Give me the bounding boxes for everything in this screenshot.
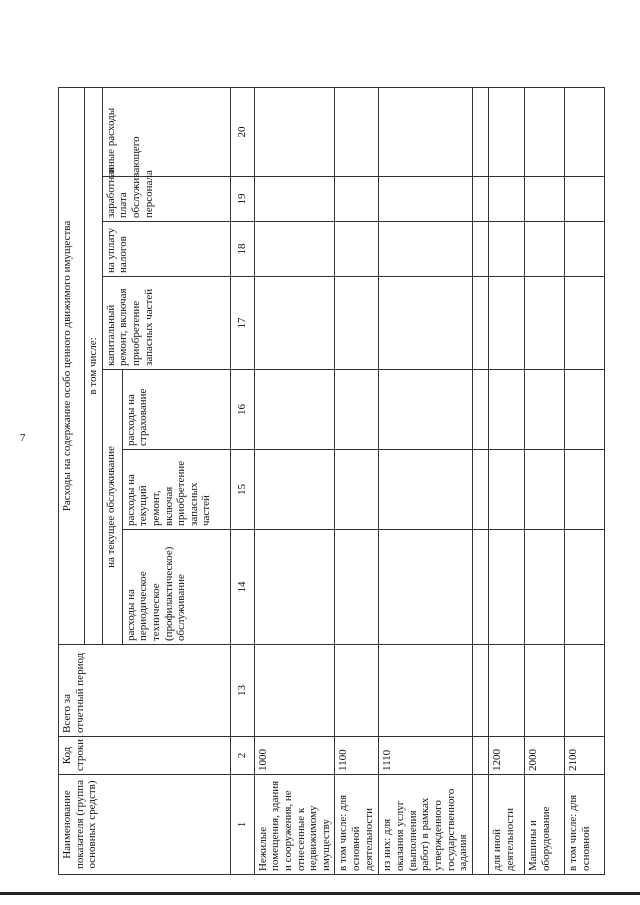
- value-cell: [254, 370, 335, 450]
- value-cell: [254, 222, 335, 277]
- value-cell: [488, 87, 524, 176]
- header-c14: расходы на периодическое техническое (профилактическое) обслуживание: [122, 530, 230, 645]
- header-name: Наименование показателя (группа основных средств): [59, 775, 231, 875]
- table-row: [524, 87, 564, 874]
- row-code: 1100: [335, 737, 379, 775]
- col-number: 20: [230, 87, 254, 176]
- value-cell: [472, 177, 488, 222]
- value-cell: [488, 645, 524, 737]
- value-cell: [472, 87, 488, 176]
- value-cell: [254, 645, 335, 737]
- col-number: 14: [230, 530, 254, 645]
- value-cell: [379, 277, 472, 370]
- header-total: Всего за отчетный период: [59, 645, 231, 737]
- value-cell: [379, 450, 472, 530]
- col-number: 19: [230, 177, 254, 222]
- row-name: Нежилые помещения, здания и сооружения, не отнесенные к недвижимому имуществу: [254, 775, 335, 875]
- row-code: 1000: [254, 737, 335, 775]
- header-group: Расходы на содержание особо ценного движимого имущества: [59, 87, 85, 644]
- value-cell: [564, 450, 604, 530]
- table-row: [472, 87, 488, 874]
- value-cell: [254, 530, 335, 645]
- value-cell: [524, 277, 564, 370]
- row-name: для иной деятельности: [488, 775, 524, 875]
- header-row-1: [59, 87, 85, 874]
- col-number: 13: [230, 645, 254, 737]
- value-cell: [472, 277, 488, 370]
- value-cell: [524, 370, 564, 450]
- value-cell: [488, 222, 524, 277]
- header-code: Код строки: [59, 737, 231, 775]
- value-cell: [472, 450, 488, 530]
- value-cell: [379, 530, 472, 645]
- table-row: [254, 87, 335, 874]
- value-cell: [524, 450, 564, 530]
- value-cell: [472, 222, 488, 277]
- value-cell: [335, 530, 379, 645]
- value-cell: [564, 277, 604, 370]
- table-row: [564, 87, 604, 874]
- header-c19: заработная плата обслуживающего персонала: [102, 177, 230, 222]
- value-cell: [335, 450, 379, 530]
- col-number: 2: [230, 737, 254, 775]
- value-cell: [564, 87, 604, 176]
- value-cell: [524, 645, 564, 737]
- value-cell: [472, 370, 488, 450]
- value-cell: [488, 450, 524, 530]
- page-bottom-rule: [0, 892, 640, 895]
- value-cell: [564, 370, 604, 450]
- value-cell: [335, 87, 379, 176]
- row-code: [472, 737, 488, 775]
- value-cell: [524, 530, 564, 645]
- value-cell: [564, 530, 604, 645]
- header-c20: иные расходы: [102, 87, 230, 176]
- header-c18: на уплату налогов: [102, 222, 230, 277]
- row-code: 2100: [564, 737, 604, 775]
- value-cell: [524, 177, 564, 222]
- page-number: 7: [20, 432, 26, 444]
- table-row: [335, 87, 379, 874]
- col-number: 17: [230, 277, 254, 370]
- value-cell: [379, 87, 472, 176]
- value-cell: [564, 645, 604, 737]
- header-incl: в том числе:: [85, 87, 103, 644]
- row-code: 2000: [524, 737, 564, 775]
- header-c15: расходы на текущий ремонт, включая приобретение запасных частей: [122, 450, 230, 530]
- expenses-table: [58, 87, 605, 875]
- value-cell: [564, 222, 604, 277]
- value-cell: [254, 177, 335, 222]
- value-cell: [254, 450, 335, 530]
- value-cell: [254, 277, 335, 370]
- header-current: на текущее обслуживание: [102, 370, 122, 645]
- row-name: из них: для оказания услуг (выполнения работ) в рамках утвержденного государственного задания: [379, 775, 472, 875]
- value-cell: [335, 222, 379, 277]
- value-cell: [379, 645, 472, 737]
- value-cell: [335, 645, 379, 737]
- value-cell: [488, 370, 524, 450]
- value-cell: [335, 277, 379, 370]
- value-cell: [564, 177, 604, 222]
- value-cell: [472, 530, 488, 645]
- row-code: 1110: [379, 737, 472, 775]
- table-row: [379, 87, 472, 874]
- rotated-table-sheet: [58, 88, 592, 875]
- value-cell: [254, 87, 335, 176]
- value-cell: [379, 222, 472, 277]
- value-cell: [335, 177, 379, 222]
- value-cell: [379, 177, 472, 222]
- row-name: [472, 775, 488, 875]
- table-row: [488, 87, 524, 874]
- value-cell: [524, 87, 564, 176]
- row-name: Машины и оборудование: [524, 775, 564, 875]
- row-code: 1200: [488, 737, 524, 775]
- col-number: 15: [230, 450, 254, 530]
- value-cell: [488, 530, 524, 645]
- row-name: в том числе: для основной деятельности: [335, 775, 379, 875]
- row-name: в том числе: для основной: [564, 775, 604, 875]
- value-cell: [488, 277, 524, 370]
- col-number: 16: [230, 370, 254, 450]
- value-cell: [472, 645, 488, 737]
- value-cell: [524, 222, 564, 277]
- col-number: 1: [230, 775, 254, 875]
- header-c16: расходы на страхование: [122, 370, 230, 450]
- table-rotated-content: [58, 88, 592, 875]
- value-cell: [488, 177, 524, 222]
- column-number-row: [230, 87, 254, 874]
- value-cell: [379, 370, 472, 450]
- value-cell: [335, 370, 379, 450]
- col-number: 18: [230, 222, 254, 277]
- header-c17: капитальный ремонт, включая приобретение запасных частей: [102, 277, 230, 370]
